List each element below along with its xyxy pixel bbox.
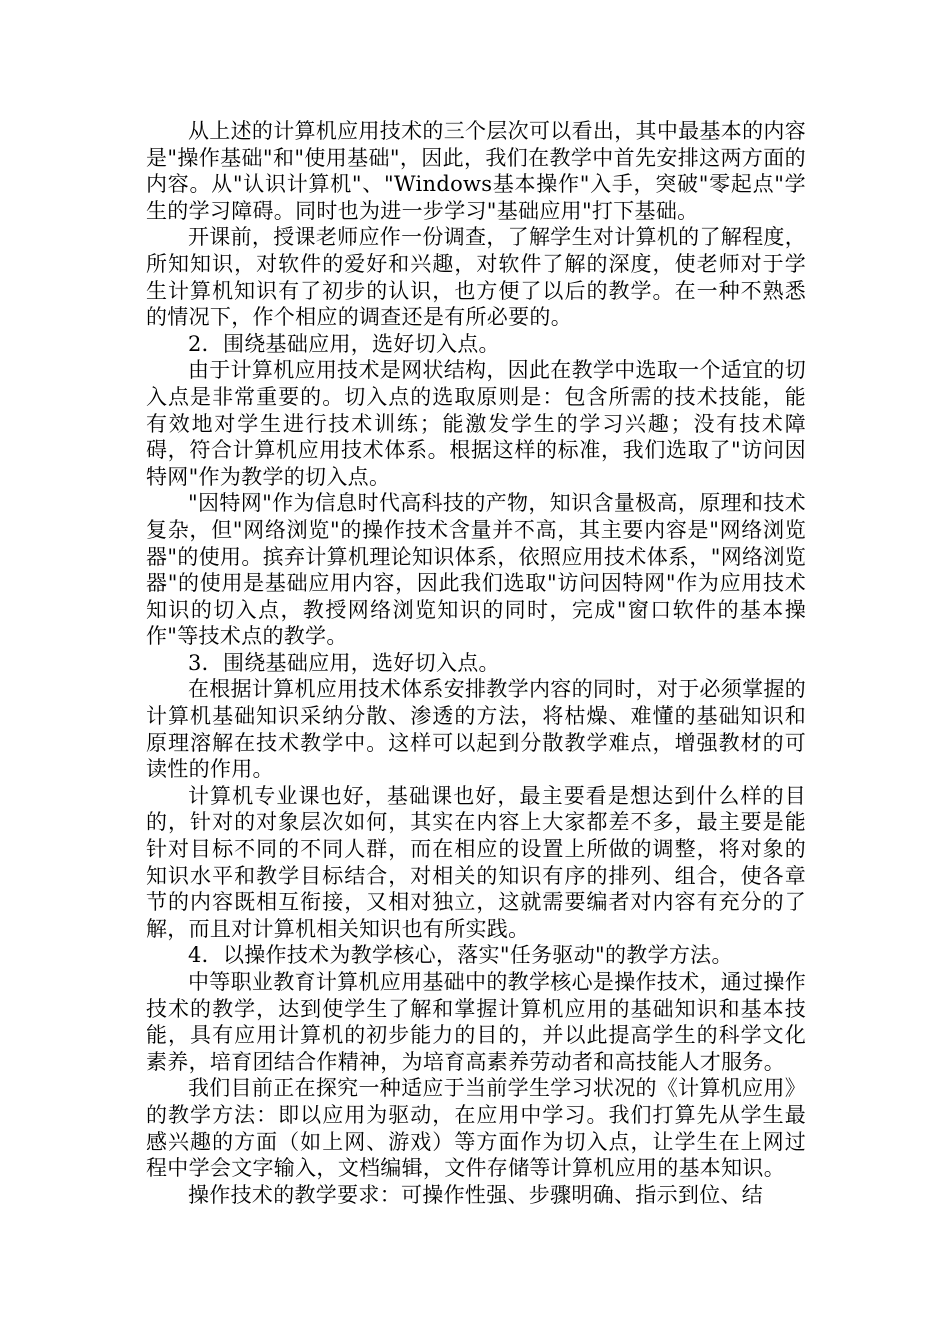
paragraph: "因特网"作为信息时代高科技的产物，知识含量极高，原理和技术复杂，但"网络浏览"的操作技术含量并不高，其主要内容是"网络浏览器"的使用。摈弃计算机理论知识体系，依照应用技术体系，"网络浏览器"的使用是基础应用内容，因此我们选取"访问因特网"作为应用技术知识的切入点，教授网络浏览知识的同时，完成"窗口软件的基本操作"等技术点的教学。: [146, 491, 806, 649]
paragraph: 我们目前正在探究一种适应于当前学生学习状况的《计算机应用》的教学方法：即以应用为驱动，在应用中学习。我们打算先从学生最感兴趣的方面（如上网、游戏）等方面作为切入点，让学生在上网过程中学会文字输入，文档编辑，文件存储等计算机应用的基本知识。: [146, 1076, 806, 1181]
section-heading: 4．以操作技术为教学核心，落实"任务驱动"的教学方法。: [188, 943, 733, 968]
section-heading: 2．围绕基础应用，选好切入点。: [188, 331, 500, 356]
document-body: [146, 118, 806, 1208]
paragraph: 在根据计算机应用技术体系安排教学内容的同时，对于必须掌握的计算机基础知识采纳分散、渗透的方法，将枯燥、难懂的基础知识和原理溶解在技术教学中。这样可以起到分散教学难点，增强教材的可读性的作用。: [146, 677, 806, 782]
section-heading: 3．围绕基础应用，选好切入点。: [188, 650, 500, 675]
paragraph: 中等职业教育计算机应用基础中的教学核心是操作技术，通过操作技术的教学，达到使学生了解和掌握计算机应用的基础知识和基本技能，具有应用计算机的初步能力的目的，并以此提高学生的科学文化素养，培育团结合作精神，为培育高素养劳动者和高技能人才服务。: [146, 970, 806, 1074]
paragraph: 由于计算机应用技术是网状结构，因此在教学中选取一个适宜的切入点是非常重要的。切入点的选取原则是：包含所需的技术技能，能有效地对学生进行技术训练；能激发学生的学习兴趣；没有技术障碍，符合计算机应用技术体系。根据这样的标准，我们选取了"访问因特网"作为教学的切入点。: [146, 358, 806, 489]
paragraph: 开课前，授课老师应作一份调查，了解学生对计算机的了解程度，所知知识，对软件的爱好和兴趣，对软件了解的深度，使老师对于学生计算机知识有了初步的认识，也方便了以后的教学。在一种不熟悉的情况下，作个相应的调查还是有所必要的。: [146, 225, 806, 330]
paragraph: 从上述的计算机应用技术的三个层次可以看出，其中最基本的内容是"操作基础"和"使用基础"，因此，我们在教学中首先安排这两方面的内容。从"认识计算机"、"Windows基本操作"入手，突破"零起点"学生的学习障碍。同时也为进一步学习"基础应用"打下基础。: [146, 119, 806, 223]
paragraph: 操作技术的教学要求：可操作性强、步骤明确、指示到位、结: [188, 1182, 764, 1207]
paragraph: 计算机专业课也好，基础课也好，最主要看是想达到什么样的目的，针对的对象层次如何，其实在内容上大家都差不多，最主要是能针对目标不同的不同人群，而在相应的设置上所做的调整，将对象的知识水平和教学目标结合，对相关的知识有序的排列、组合，使各章节的内容既相互衔接，又相对独立，这就需要编者对内容有充分的了解，而且对计算机相关知识也有所实践。: [146, 783, 806, 941]
